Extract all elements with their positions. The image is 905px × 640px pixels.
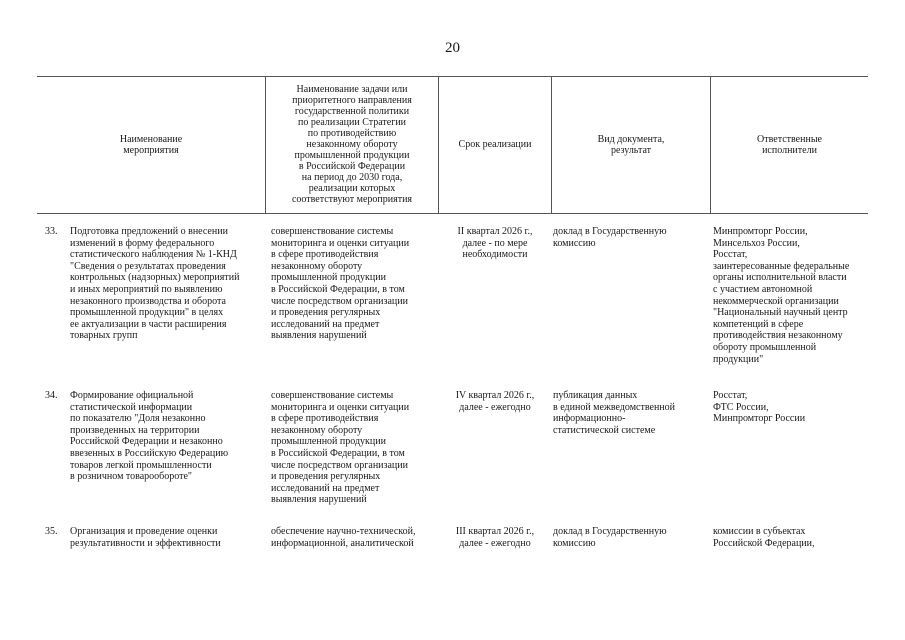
- row-responsible: комиссии в субъектах Российской Федерации,: [713, 526, 815, 549]
- row-term: II квартал 2026 г., далее - по мере необходимости: [457, 226, 533, 261]
- row-number: 33.: [45, 226, 58, 237]
- row-name: Подготовка предложений о внесении изменений в форму федерального статистического наблюдения № 1-КНД "Сведения о результатах проведения контрольных (надзорных) мероприятий и иных мероприятий по выявлению незаконного производства и оборота промышленной продукции" в целях ее актуализации в части расширения товарных групп: [70, 226, 240, 342]
- row-task: совершенствование системы мониторинга и оценки ситуации в сфере противодействия незаконному обороту промышленной продукции в Российской Федерации, в том числе посредством организации и проведения регулярных исследований на предмет выявления нарушений: [271, 226, 410, 342]
- header-responsible: Ответственные исполнители: [757, 133, 822, 156]
- page-number: 20: [445, 40, 460, 56]
- row-task: совершенствование системы мониторинга и оценки ситуации в сфере противодействия незаконному обороту промышленной продукции в Российской Федерации, в том числе посредством организации и проведения регулярных исследований на предмет выявления нарушений: [271, 390, 410, 506]
- header-term: Срок реализации: [458, 139, 532, 150]
- row-number: 34.: [45, 390, 58, 401]
- row-document: доклад в Государственную комиссию: [553, 526, 667, 549]
- header-document: Вид документа, результат: [597, 133, 665, 156]
- row-responsible: Росстат, ФТС России, Минпромторг России: [713, 390, 806, 425]
- row-document: доклад в Государственную комиссию: [553, 226, 667, 249]
- table-header-bottom-border: [37, 213, 868, 214]
- header-task: Наименование задачи или приоритетного направления государственной политики по реализации Стратегии по противодействию незаконному обороту промышленной продукции в Российской Федерации на период до 2030 года, реализации которых соответствуют мероприятия: [291, 84, 413, 205]
- row-responsible: Минпромторг России, Минсельхоз России, Росстат, заинтересованные федеральные органы исполнительной власти с участием автономной некоммерческой организации "Национальный научный центр компетенций в сфере противодействия незаконному обороту промышленной продукции": [713, 226, 850, 365]
- row-number: 35.: [45, 526, 58, 537]
- row-term: III квартал 2026 г., далее - ежегодно: [455, 526, 535, 549]
- header-name: Наименование мероприятия: [119, 133, 183, 156]
- row-name: Организация и проведение оценки результативности и эффективности: [70, 526, 221, 549]
- row-task: обеспечение научно-технической, информационной, аналитической: [271, 526, 416, 549]
- row-term: IV квартал 2026 г., далее - ежегодно: [455, 390, 535, 413]
- row-name: Формирование официальной статистической информации по показателю "Доля незаконно произведенных на территории Российской Федерации и незаконно ввезенных в Российскую Федерацию товаров легкой промышленности в розничном товарообороте": [70, 390, 229, 483]
- row-document: публикация данных в единой межведомственной информационно- статистической системе: [553, 390, 676, 436]
